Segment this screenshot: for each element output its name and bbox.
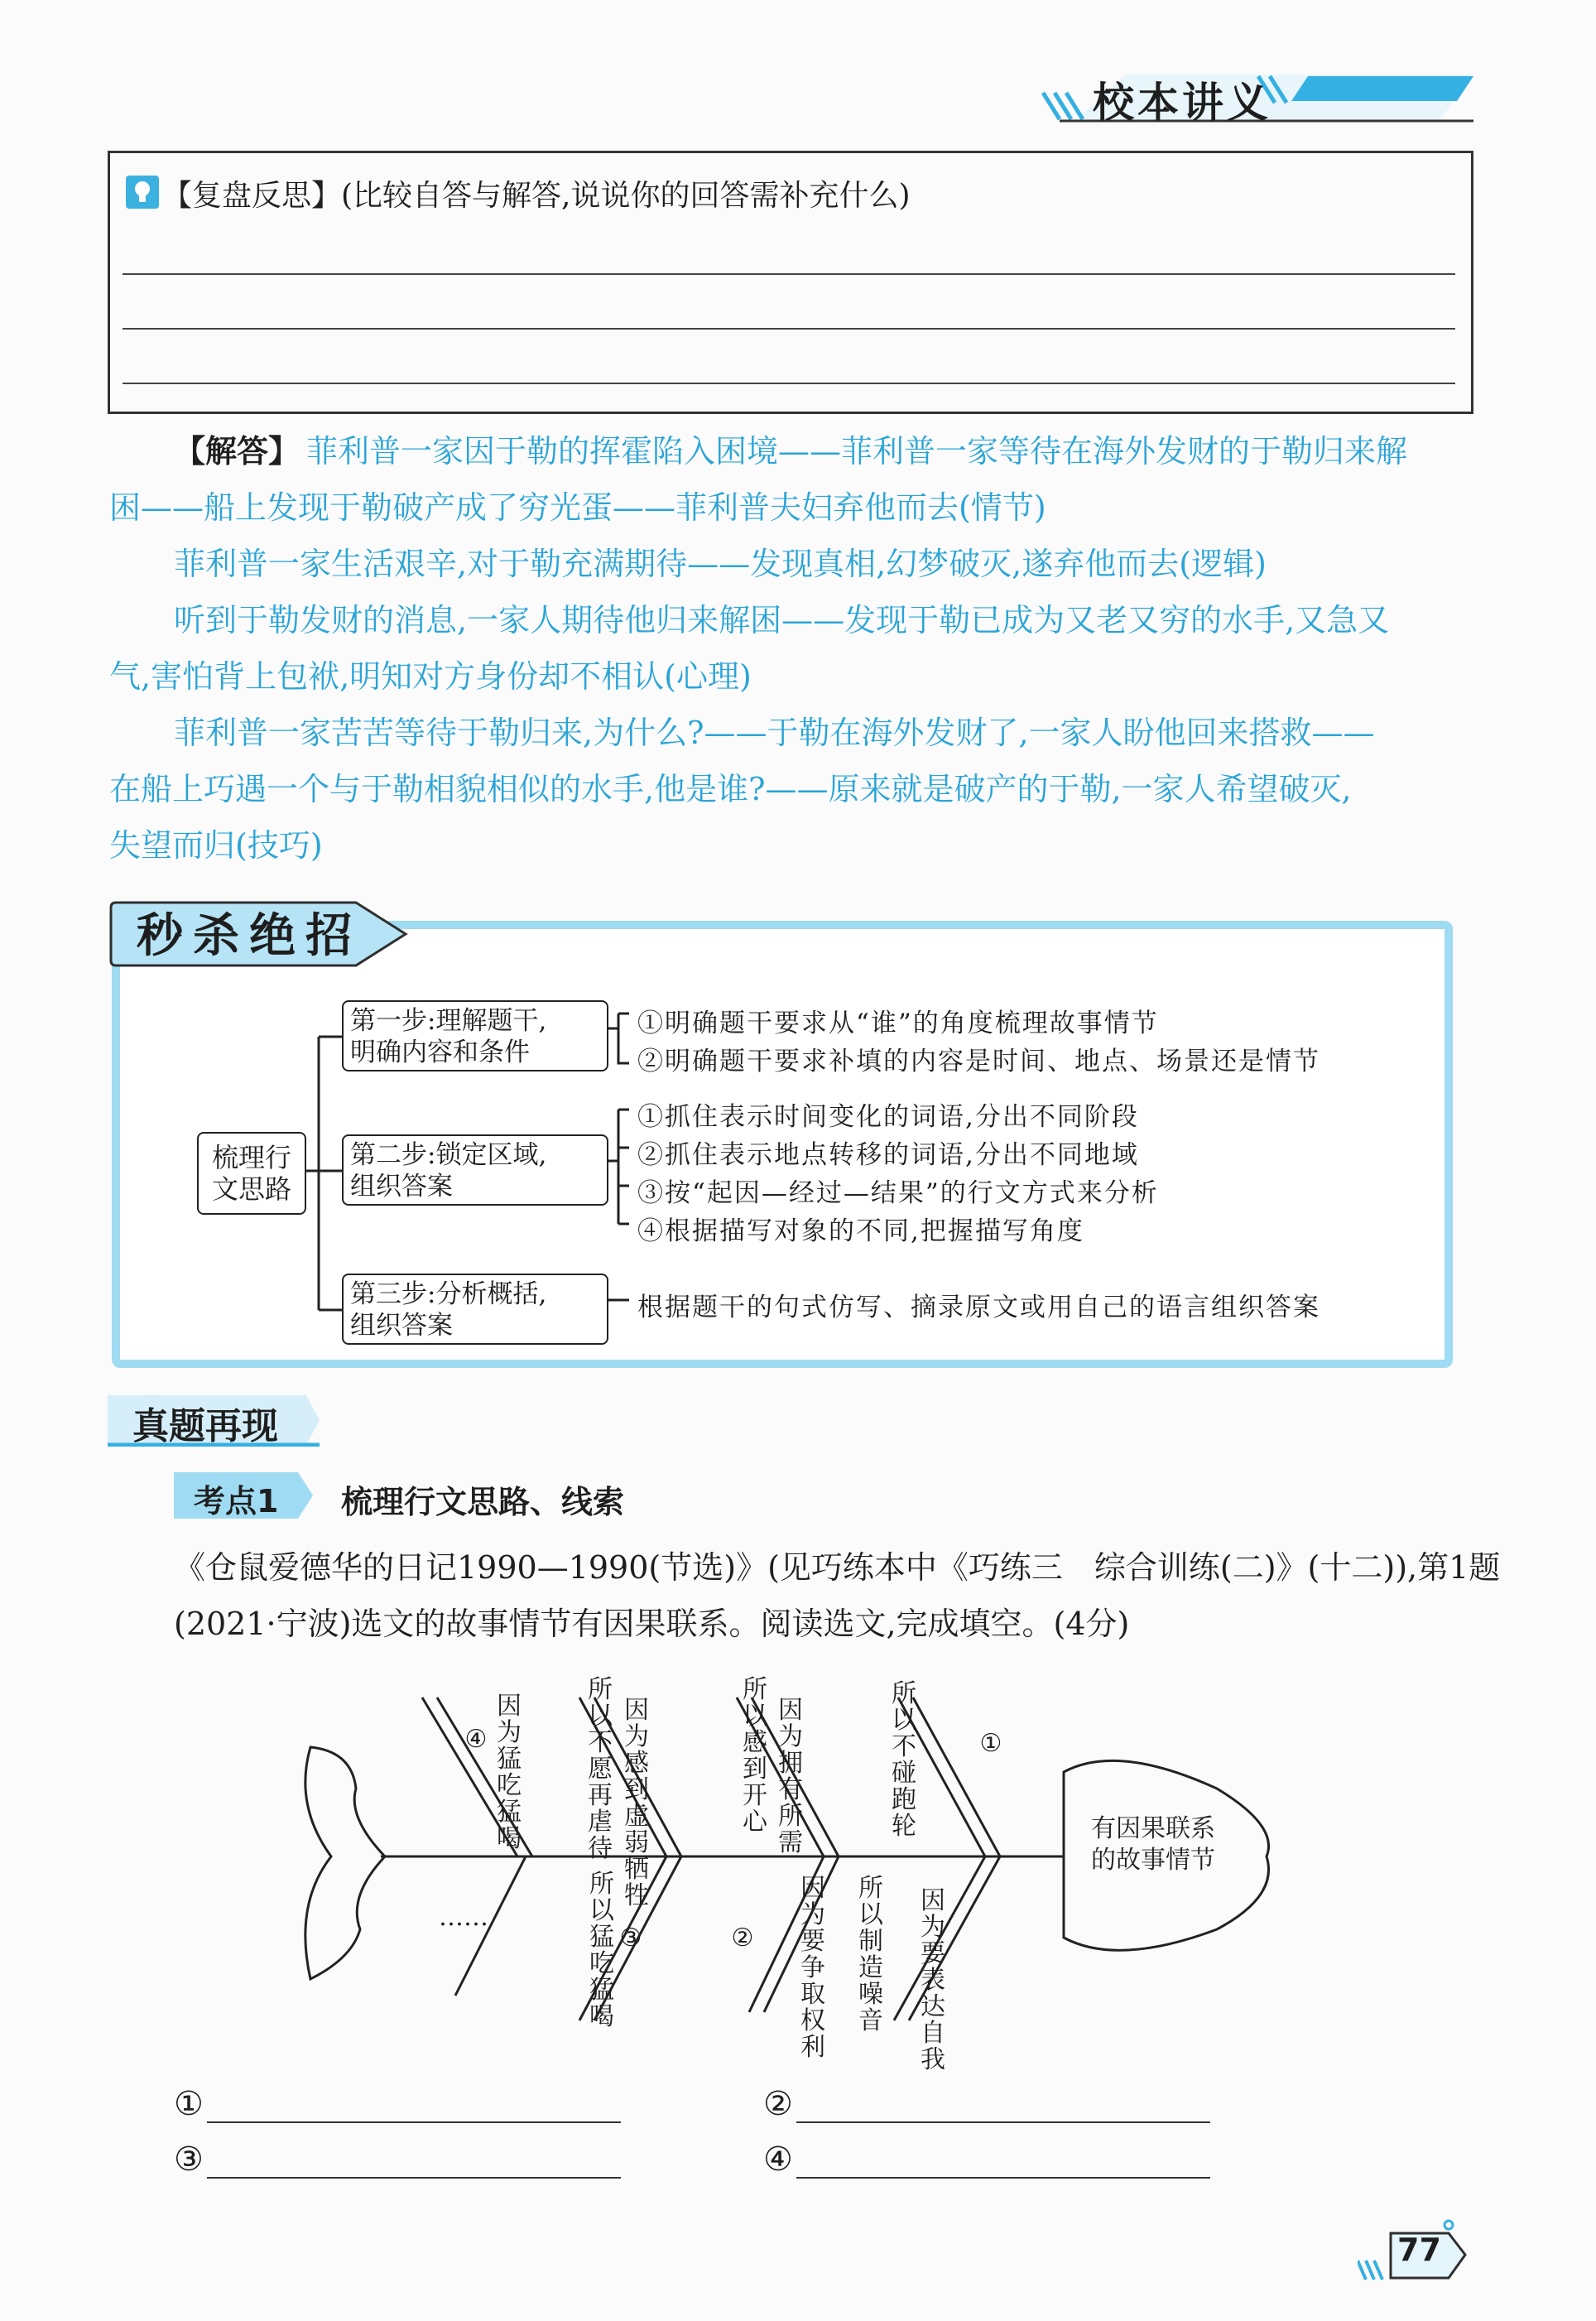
step-1-item-1: ①明确题干要求从“谁”的角度梳理故事情节 — [637, 1009, 1159, 1038]
answer-line[interactable] — [123, 328, 1455, 330]
upper-bone-3-col-1: 所以感到开心 — [743, 1675, 767, 1837]
step-2-line-2: 组织答案 — [350, 1172, 453, 1201]
kp-title: 梳理行文思路、线索 — [341, 1484, 625, 1520]
upper-bone-3-col-2: 因为拥有所需 — [778, 1696, 803, 1857]
upper-bone-1-col-1: ④ — [464, 1725, 488, 1754]
question-line-1: 《仓鼠爱德华的日记1990—1990(节选)》(见巧练本中《巧练三 综合训练(二)》(十二)),第1题 — [174, 1549, 1501, 1586]
header-title: 校本讲义 — [1093, 79, 1272, 127]
page-number: 77 — [1397, 2232, 1441, 2268]
upper-bone-4-col-1: 所以不碰跑轮 — [892, 1679, 916, 1841]
answer-line-5: 气,害怕背上包袱,明知对方身份却不相认(心理) — [109, 658, 752, 695]
answer-label: 【解答】 — [174, 432, 300, 469]
lower-bone-2-col-1: 所以猛吃猛喝 — [589, 1870, 614, 2031]
blank-label-2: ② — [763, 2085, 793, 2123]
answer-line-1: 菲利普一家因于勒的挥霍陷入困境——菲利普一家等待在海外发财的于勒归来解 — [306, 433, 1408, 469]
step-3-item-1: 根据题干的句式仿写、摘录原文或用自己的语言组织答案 — [637, 1293, 1320, 1322]
upper-bone-2-col-1: 所以不愿再虐待 — [588, 1675, 613, 1863]
blank-input-4[interactable] — [796, 2177, 1210, 2179]
answer-line-4: 听到于勒发财的消息,一家人期待他归来解困——发现于勒已成为又老又穷的水手,又急又 — [174, 602, 1390, 638]
blank-label-1: ① — [174, 2085, 204, 2123]
tips-root-line-2: 文思路 — [211, 1173, 291, 1205]
answer-line[interactable] — [123, 273, 1455, 275]
fishbone-head-line-2: 的故事情节 — [1091, 1846, 1215, 1875]
step-2-item-3: ③按“起因—经过—结果”的行文方式来分析 — [637, 1178, 1159, 1208]
kp-label: 考点1 — [194, 1483, 279, 1519]
answer-line-7: 在船上巧遇一个与于勒相貌相似的水手,他是谁?——原来就是破产的于勒,一家人希望破灭, — [109, 771, 1352, 807]
step-2-item-1: ①抓住表示时间变化的词语,分出不同阶段 — [637, 1102, 1139, 1132]
lower-bone-2-col-2: ③ — [619, 1924, 642, 1953]
step-1-item-2: ②明确题干要求补填的内容是时间、地点、场景还是情节 — [637, 1047, 1320, 1076]
tips-title: 秒杀绝招 — [137, 909, 362, 963]
answer-line-2: 困——船上发现于勒破产成了穷光蛋——菲利普夫妇弃他而去(情节) — [109, 489, 1046, 526]
step-3-line-1: 第三步:分析概括, — [350, 1279, 547, 1309]
step-2-line-1: 第二步:锁定区域, — [350, 1140, 547, 1170]
tips-root-node — [197, 1132, 306, 1215]
lower-bone-3-col-2: 因为要争取权利 — [800, 1874, 825, 2062]
review-label: 【复盘反思】 — [162, 179, 342, 213]
step-3-line-2: 组织答案 — [350, 1311, 453, 1341]
fishbone-head-label — [1091, 1813, 1215, 1876]
blank-input-2[interactable] — [796, 2121, 1210, 2123]
blank-label-3: ③ — [174, 2140, 204, 2179]
tips-step-1 — [342, 1000, 608, 1071]
fishbone-head-line-1: 有因果联系 — [1091, 1814, 1215, 1843]
lower-bone-3-col-1: ② — [731, 1924, 754, 1953]
review-prompt — [162, 172, 911, 214]
upper-bone-4-col-2: ① — [979, 1729, 1002, 1758]
blank-input-3[interactable] — [207, 2177, 621, 2179]
lower-bone-1-col-1: …… — [439, 1903, 488, 1932]
tips-step-2 — [342, 1134, 608, 1206]
answer-line-6: 菲利普一家苦苦等待于勒归来,为什么?——于勒在海外发财了,一家人盼他回来搭救—— — [174, 715, 1375, 751]
blank-input-1[interactable] — [207, 2121, 621, 2123]
step-1-line-2: 明确内容和条件 — [350, 1038, 530, 1067]
answer-line-8: 失望而归(技巧) — [109, 827, 323, 864]
step-1-line-1: 第一步:理解题干, — [350, 1006, 547, 1036]
answer-line[interactable] — [123, 383, 1455, 384]
lower-bone-4-col-1: 所以制造噪音 — [858, 1874, 883, 2035]
question-line-2: (2021·宁波)选文的故事情节有因果联系。阅读选文,完成填空。(4分) — [174, 1606, 1130, 1642]
tips-root-line-1: 梳理行 — [211, 1142, 291, 1173]
exam-section-title: 真题再现 — [132, 1405, 278, 1447]
blank-label-4: ④ — [763, 2140, 793, 2179]
step-2-item-2: ②抓住表示地点转移的词语,分出不同地域 — [637, 1140, 1139, 1170]
lightbulb-icon — [126, 176, 159, 209]
answer-line-3: 菲利普一家生活艰辛,对于勒充满期待——发现真相,幻梦破灭,遂弃他而去(逻辑) — [174, 546, 1267, 582]
step-2-item-4: ④根据描写对象的不同,把握描写角度 — [637, 1216, 1084, 1246]
tips-step-3 — [342, 1274, 608, 1345]
upper-bone-1-col-2: 因为猛吃猛喝 — [497, 1692, 522, 1853]
review-instruction: (比较自答与解答,说说你的回答需补充什么) — [341, 179, 911, 213]
lower-bone-4-col-2: 因为要表达自我 — [921, 1886, 945, 2074]
upper-bone-2-col-2: 因为感到虚弱牺牲 — [624, 1696, 649, 1910]
